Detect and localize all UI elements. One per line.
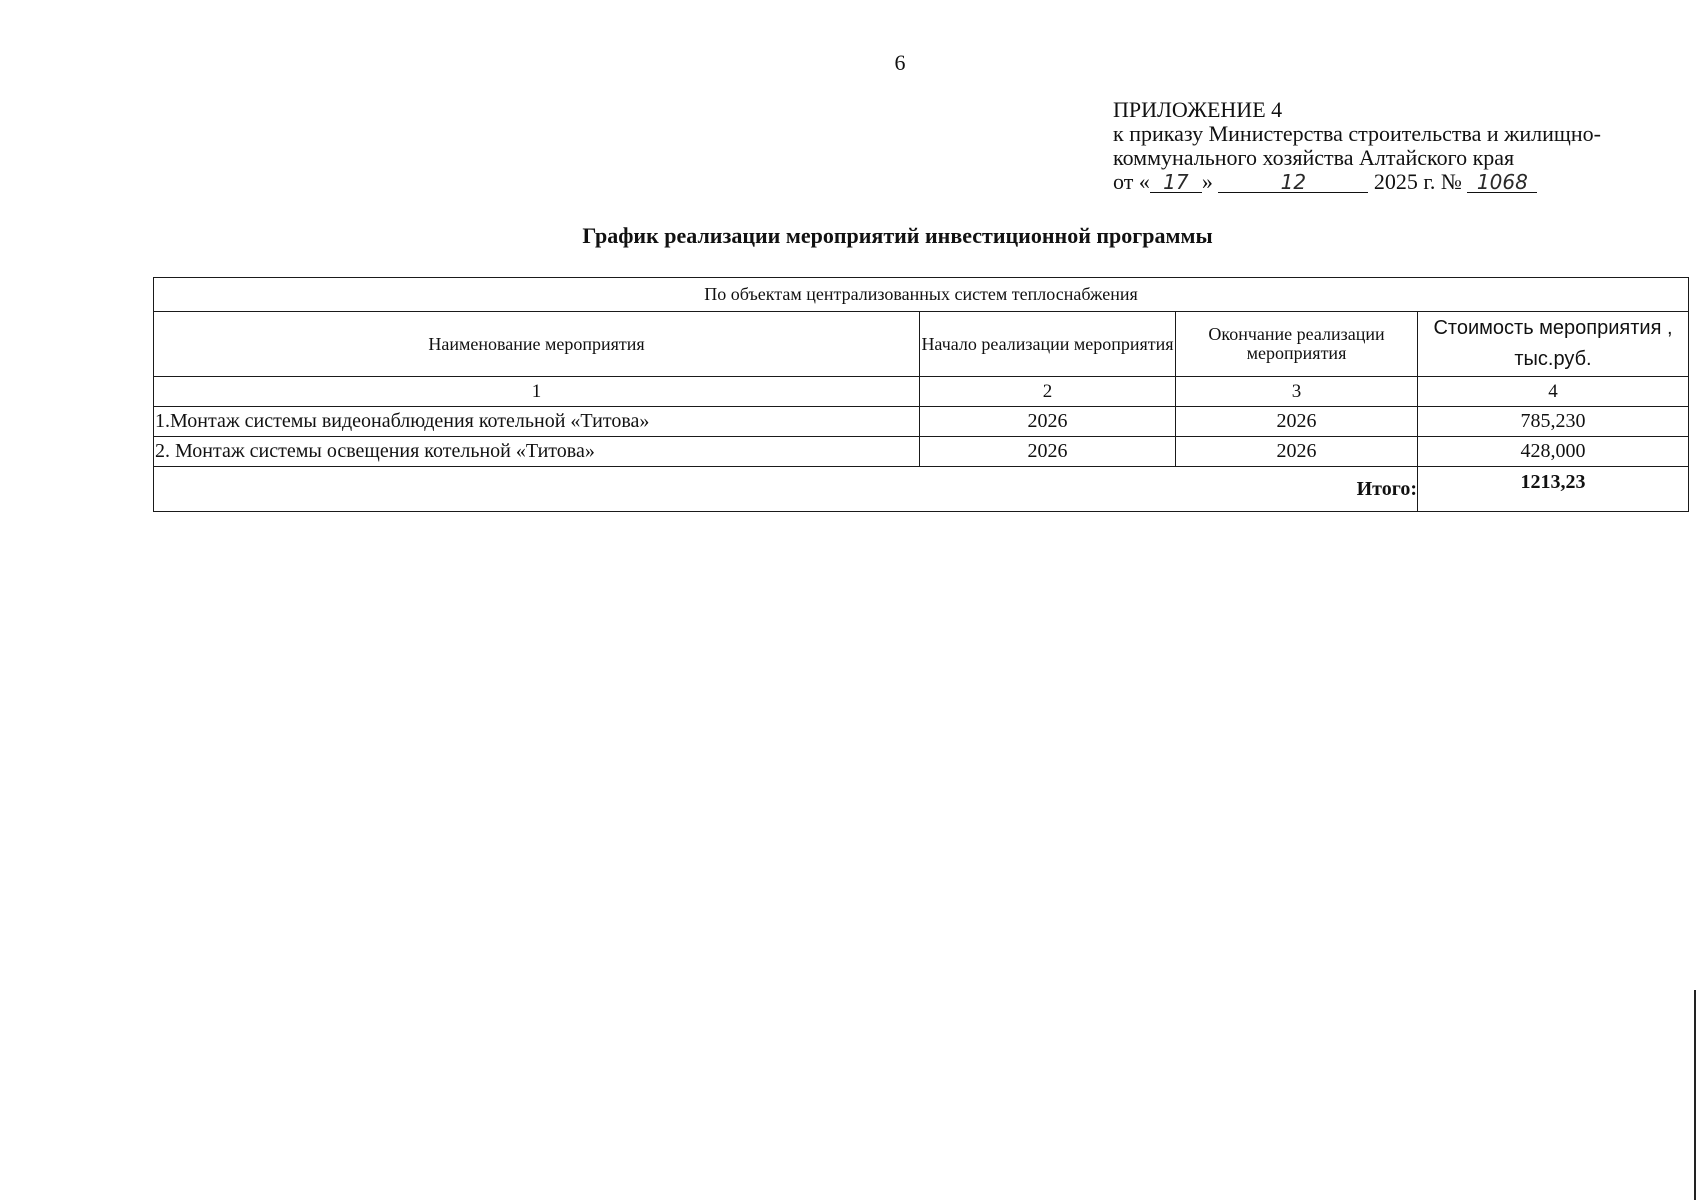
document-title: График реализации мероприятий инвестиционной программы	[582, 223, 1213, 248]
table-span-header-row	[154, 278, 1689, 312]
measure-cost: 428,000	[1418, 437, 1689, 467]
date-prefix: от «	[1113, 169, 1150, 194]
start-year: 2026	[920, 437, 1176, 467]
appendix-block	[1113, 98, 1601, 194]
date-month-handwritten: 12	[1218, 172, 1368, 193]
appendix-date-line	[1113, 170, 1601, 194]
end-year: 2026	[1176, 407, 1418, 437]
column-header-start: Начало реализации мероприятия	[920, 312, 1176, 377]
total-row	[154, 467, 1689, 512]
end-year: 2026	[1176, 437, 1418, 467]
measure-cost: 785,230	[1418, 407, 1689, 437]
schedule-table	[153, 277, 1689, 512]
column-number: 3	[1176, 377, 1418, 407]
start-year: 2026	[920, 407, 1176, 437]
table-row	[154, 407, 1689, 437]
table-row	[154, 437, 1689, 467]
appendix-ministry-line: коммунального хозяйства Алтайского края	[1113, 145, 1515, 170]
date-quote-close: »	[1201, 169, 1213, 194]
measure-name: 2. Монтаж системы освещения котельной «Титова»	[154, 437, 920, 467]
scan-edge-line	[1694, 990, 1696, 1200]
span-header: По объектам централизованных систем теплоснабжения	[154, 278, 1689, 312]
column-header-end: Окончание реализации мероприятия	[1176, 312, 1418, 377]
date-year: 2025 г. №	[1373, 169, 1462, 194]
table-header-row	[154, 312, 1689, 377]
column-header-cost: Стоимость мероприятия , тыс.руб.	[1418, 312, 1689, 377]
order-number-handwritten: 1068	[1467, 172, 1537, 193]
appendix-title: ПРИЛОЖЕНИЕ 4	[1113, 97, 1283, 122]
column-number: 1	[154, 377, 920, 407]
measure-name: 1.Монтаж системы видеонаблюдения котельной «Титова»	[154, 407, 920, 437]
column-number: 4	[1418, 377, 1689, 407]
appendix-order-line: к приказу Министерства строительства и жилищно-	[1113, 121, 1601, 146]
page-number: 6	[894, 50, 906, 75]
total-value: 1213,23	[1418, 467, 1689, 512]
column-number-row	[154, 377, 1689, 407]
date-day-handwritten: 17	[1150, 172, 1202, 193]
total-label: Итого:	[154, 467, 1418, 512]
column-header-name: Наименование мероприятия	[154, 312, 920, 377]
column-number: 2	[920, 377, 1176, 407]
